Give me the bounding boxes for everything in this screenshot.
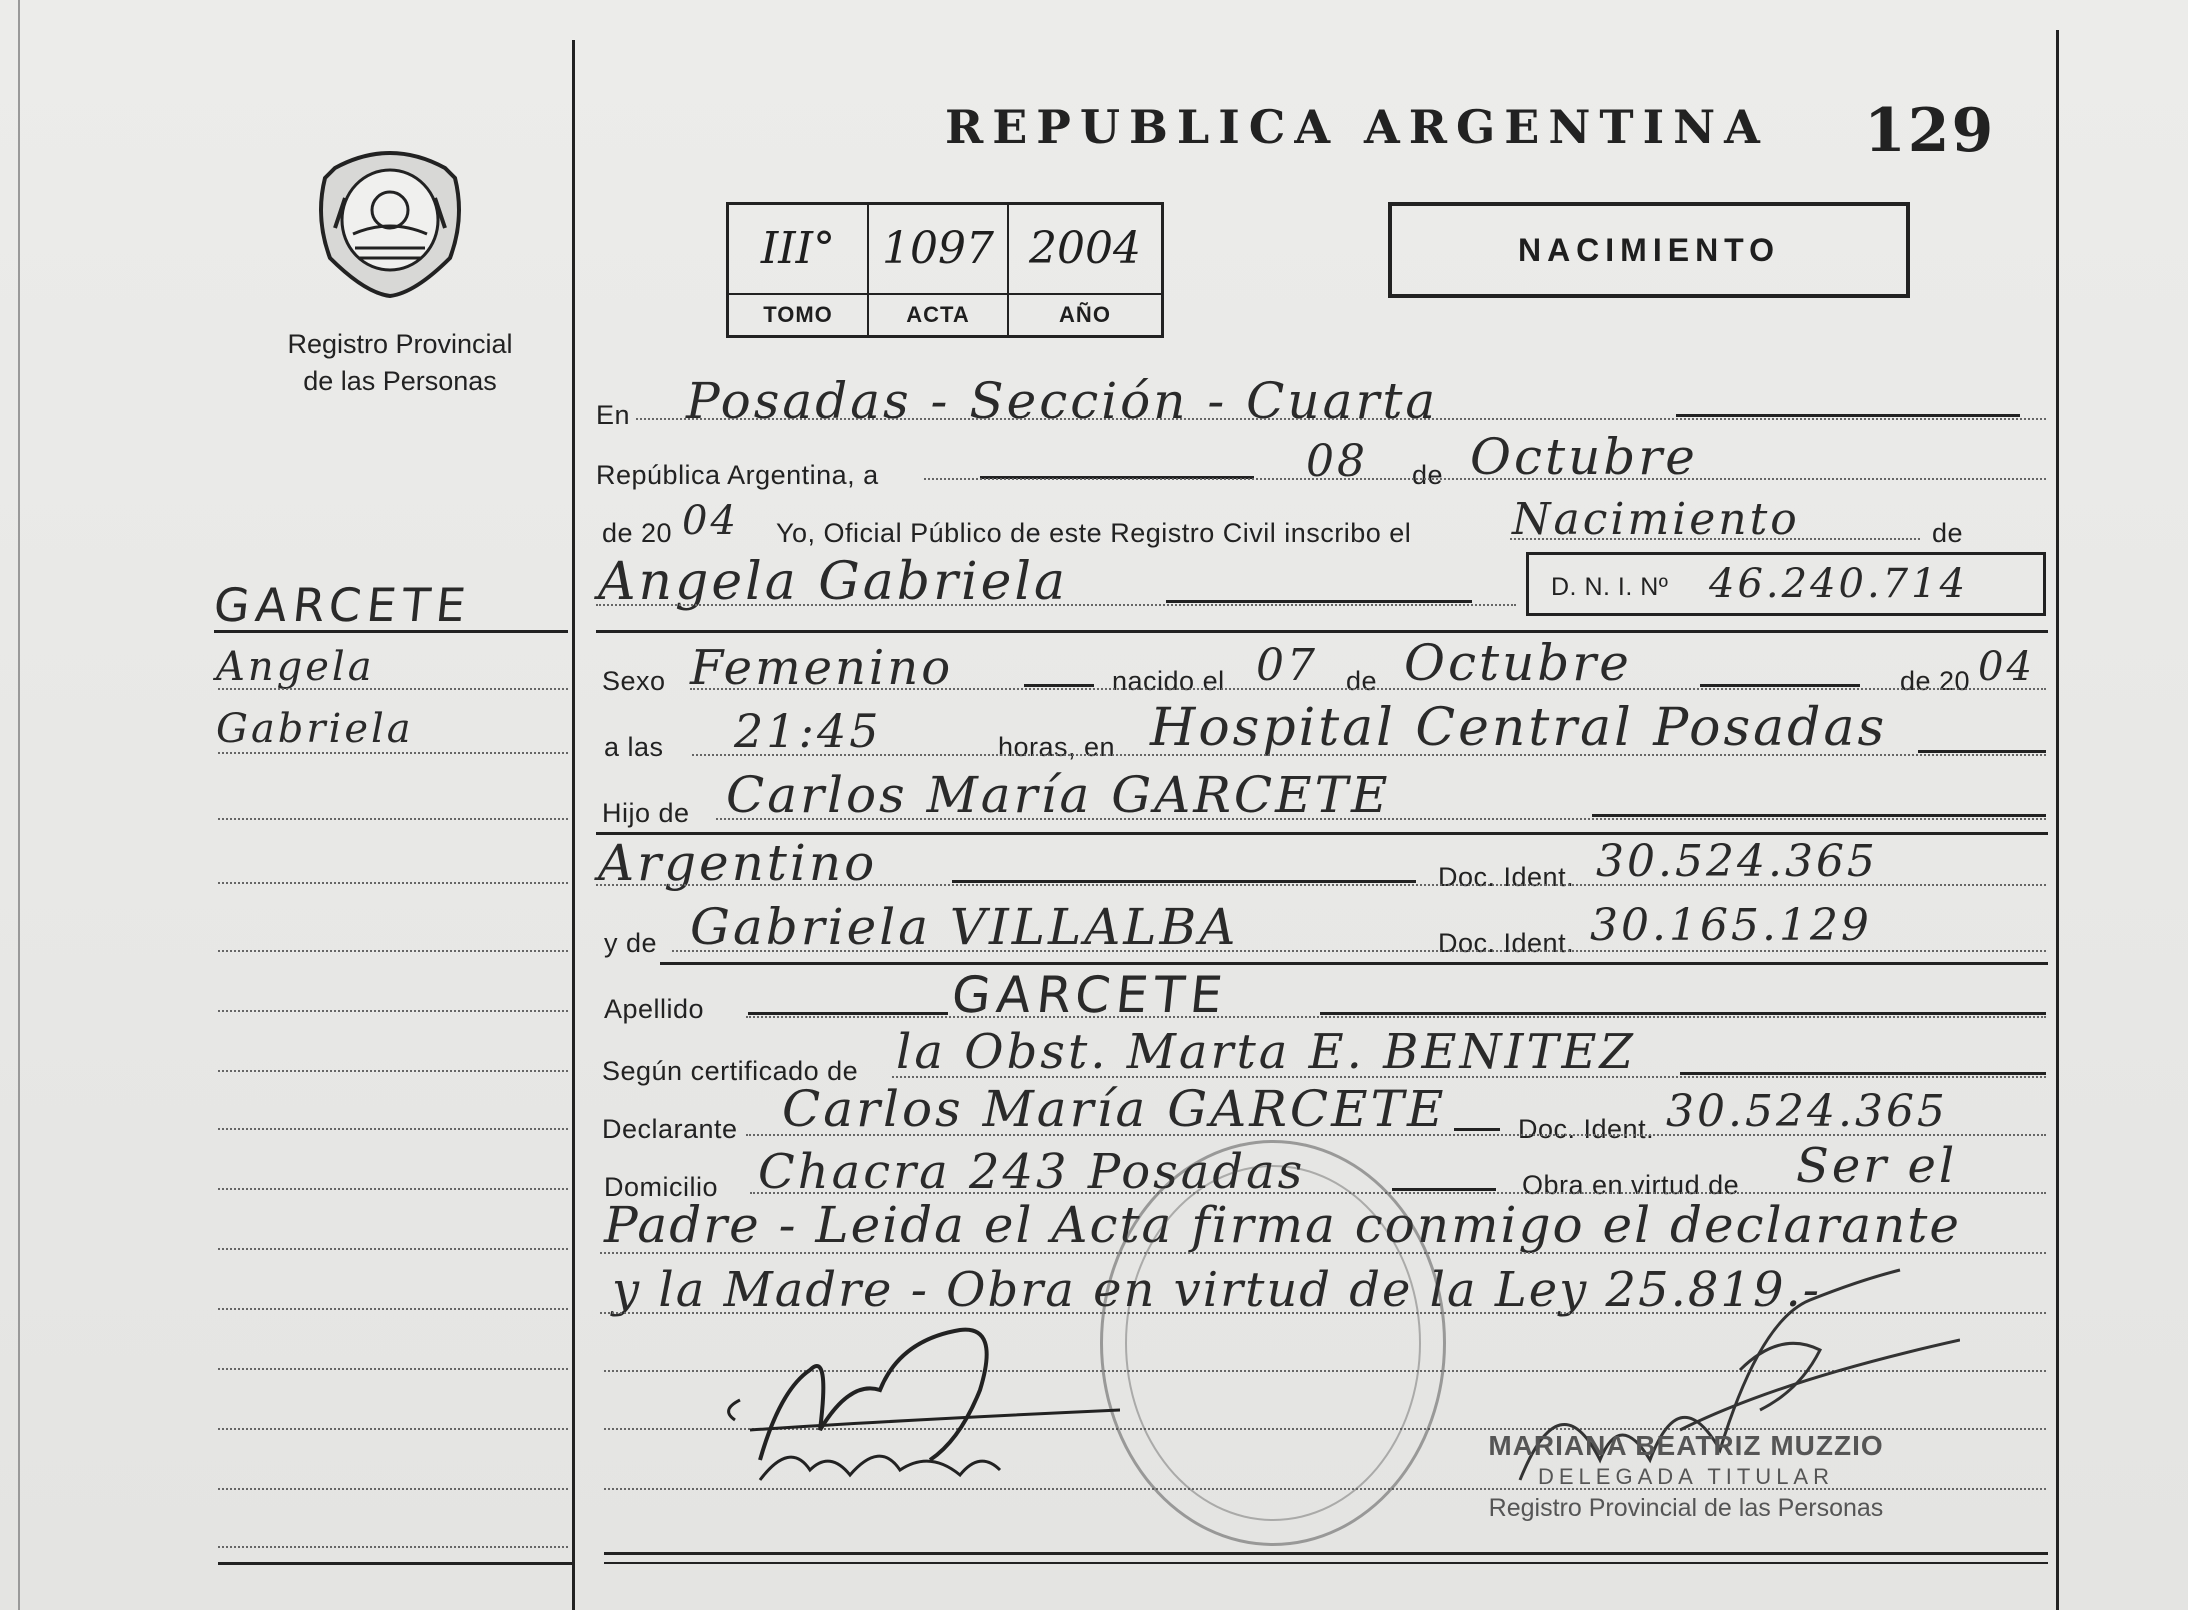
right-border-line	[2056, 30, 2059, 1610]
mother-rule	[660, 962, 2048, 965]
declarante-value: Carlos María GARCETE	[782, 1080, 1447, 1138]
record-month: Octubre	[1470, 428, 1698, 486]
doc-label-3: Doc. Ident.	[1518, 1114, 1655, 1144]
official-title: DELEGADA TITULAR	[1538, 1464, 1834, 1489]
margin-line	[218, 1368, 568, 1370]
place-dash	[1676, 414, 2020, 417]
date-line	[924, 478, 2046, 480]
place-value: Posadas - Sección - Cuarta	[686, 372, 1439, 430]
ano-cell	[1009, 205, 1161, 335]
certificate-dash	[1680, 1072, 2046, 1075]
domicilio-value: Chacra 243 Posadas	[758, 1144, 1306, 1200]
official-org: Registro Provincial de las Personas	[1488, 1494, 1884, 1522]
republica-label: República Argentina, a	[596, 460, 879, 490]
acta-cell	[869, 205, 1009, 335]
acta-label: ACTA	[869, 293, 1007, 335]
nationality-dash	[952, 880, 1416, 883]
country-heading: REPUBLICA ARGENTINA	[945, 100, 1769, 154]
mother-line	[672, 950, 2046, 952]
en-label: En	[596, 400, 631, 430]
nacido-label: nacido el	[1112, 666, 1225, 696]
child-name-value: Angela Gabriela	[598, 552, 1068, 612]
record-type-box: NACIMIENTO	[1388, 202, 1910, 298]
de-label-3: de	[1346, 666, 1378, 696]
margin-line	[218, 950, 568, 952]
nationality-line	[596, 884, 2046, 886]
mother-doc: 30.165.129	[1590, 900, 1872, 951]
father-line	[716, 818, 2046, 820]
margin-first-name: Angela	[216, 644, 375, 690]
tomo-value: III°	[760, 223, 836, 274]
birth-place: Hospital Central Posadas	[1150, 698, 1888, 758]
birth-month: Octubre	[1404, 634, 1632, 692]
hijo-label: Hijo de	[602, 798, 690, 828]
acta-value: 1097	[882, 223, 994, 274]
apellido-dash-left	[748, 1012, 948, 1015]
form-bottom-rule-2	[604, 1562, 2048, 1564]
birth-place-line	[692, 754, 2046, 756]
margin-line	[218, 1070, 568, 1072]
registry-name	[250, 326, 550, 400]
y-de-label: y de	[604, 928, 658, 958]
margin-surname: GARCETE	[211, 578, 474, 632]
birth-day: 07	[1256, 640, 1318, 691]
tomo-cell	[729, 205, 869, 335]
margin-line	[218, 1010, 568, 1012]
certificate-line	[892, 1076, 2046, 1078]
apellido-line	[746, 1016, 2046, 1018]
dni-value: 46.240.714	[1709, 561, 1969, 607]
margin-line	[218, 818, 568, 820]
year-prefix-label: de 20	[602, 518, 673, 548]
oficial-label: Yo, Oficial Público de este Registro Civil inscribo el	[776, 518, 1412, 548]
mother-name: Gabriela VILLALBA	[690, 898, 1239, 956]
father-doc: 30.524.365	[1596, 836, 1878, 887]
sexo-value: Femenino	[690, 640, 954, 696]
de-label-2: de	[1932, 518, 1964, 548]
segun-label: Según certificado de	[602, 1056, 859, 1086]
father-nationality: Argentino	[598, 834, 878, 892]
margin-line	[218, 1488, 568, 1490]
father-dash	[1592, 814, 2046, 817]
apellido-label: Apellido	[604, 994, 705, 1024]
ano-value: 2004	[1029, 223, 1141, 274]
page-number: 129	[1864, 96, 1996, 166]
margin-line	[218, 1546, 568, 1548]
margin-line	[218, 1128, 568, 1130]
de-label: de	[1412, 460, 1444, 490]
act-type-line	[1510, 538, 1920, 540]
father-name: Carlos María GARCETE	[726, 766, 1391, 824]
registry-line-2: de las Personas	[303, 366, 497, 396]
place-line	[636, 418, 2046, 420]
birth-year-prefix-label: de 20	[1900, 666, 1971, 696]
domicilio-label: Domicilio	[604, 1172, 719, 1202]
ano-label: AÑO	[1009, 293, 1161, 335]
margin-second-name: Gabriela	[216, 706, 414, 752]
declarante-line	[746, 1134, 2046, 1136]
sexo-top-rule	[596, 630, 2048, 633]
left-edge-line	[18, 0, 20, 1610]
domicilio-dash	[1392, 1188, 1496, 1191]
official-name: MARIANA BEATRIZ MUZZIO	[1488, 1430, 1884, 1461]
declarante-label: Declarante	[602, 1114, 738, 1144]
margin-line	[218, 1308, 568, 1310]
apellido-value: GARCETE	[948, 966, 1231, 1024]
certificate-value: la Obst. Marta E. BENITEZ	[896, 1024, 1636, 1080]
margin-line	[218, 688, 568, 690]
dni-label: D. N. I. Nº	[1551, 573, 1669, 601]
month-dash	[1700, 684, 1860, 687]
record-day: 08	[1306, 436, 1368, 487]
misiones-emblem-icon	[315, 138, 465, 298]
sexo-label: Sexo	[602, 666, 666, 696]
form-bottom-rule	[604, 1552, 2048, 1555]
margin-underline	[214, 630, 568, 633]
sexo-dash	[1024, 684, 1094, 687]
birth-place-dash	[1918, 750, 2046, 753]
margin-bottom-line	[218, 1562, 572, 1565]
record-year-suffix: 04	[682, 498, 739, 544]
declarante-doc: 30.524.365	[1666, 1086, 1948, 1137]
margin-line	[218, 1248, 568, 1250]
declarant-signature	[700, 1310, 1120, 1500]
dni-box	[1526, 552, 2046, 616]
margin-line	[218, 882, 568, 884]
official-stamp-block	[1466, 1430, 1906, 1523]
record-number-box	[726, 202, 1164, 338]
doc-label-1: Doc. Ident.	[1438, 862, 1575, 892]
child-name-dash	[1166, 600, 1472, 603]
birth-time: 21:45	[734, 704, 882, 758]
act-type-value: Nacimiento	[1512, 494, 1800, 545]
margin-line	[218, 1428, 568, 1430]
tomo-label: TOMO	[729, 293, 867, 335]
obra-value: Ser el	[1796, 1138, 1958, 1194]
obra-label: Obra en virtud de	[1522, 1170, 1740, 1200]
margin-line	[218, 1188, 568, 1190]
notes-line-2: y la Madre - Obra en virtud de la Ley 25.819.-	[612, 1262, 1821, 1318]
apellido-dash-right	[1320, 1012, 2046, 1015]
registry-line-1: Registro Provincial	[287, 329, 513, 359]
notes-line-1: Padre - Leida el Acta firma conmigo el declarante	[604, 1196, 1961, 1254]
a-las-label: a las	[604, 732, 664, 762]
doc-label-2: Doc. Ident.	[1438, 928, 1575, 958]
official-round-stamp	[1100, 1140, 1446, 1546]
declarante-dash	[1454, 1128, 1500, 1131]
sexo-line	[690, 688, 2046, 690]
margin-divider	[572, 40, 575, 1610]
margin-line	[218, 752, 568, 754]
child-name-line	[596, 604, 1516, 606]
birth-year-suffix: 04	[1978, 644, 2035, 690]
domicilio-line	[750, 1192, 2046, 1194]
horas-label: horas, en	[998, 732, 1116, 762]
